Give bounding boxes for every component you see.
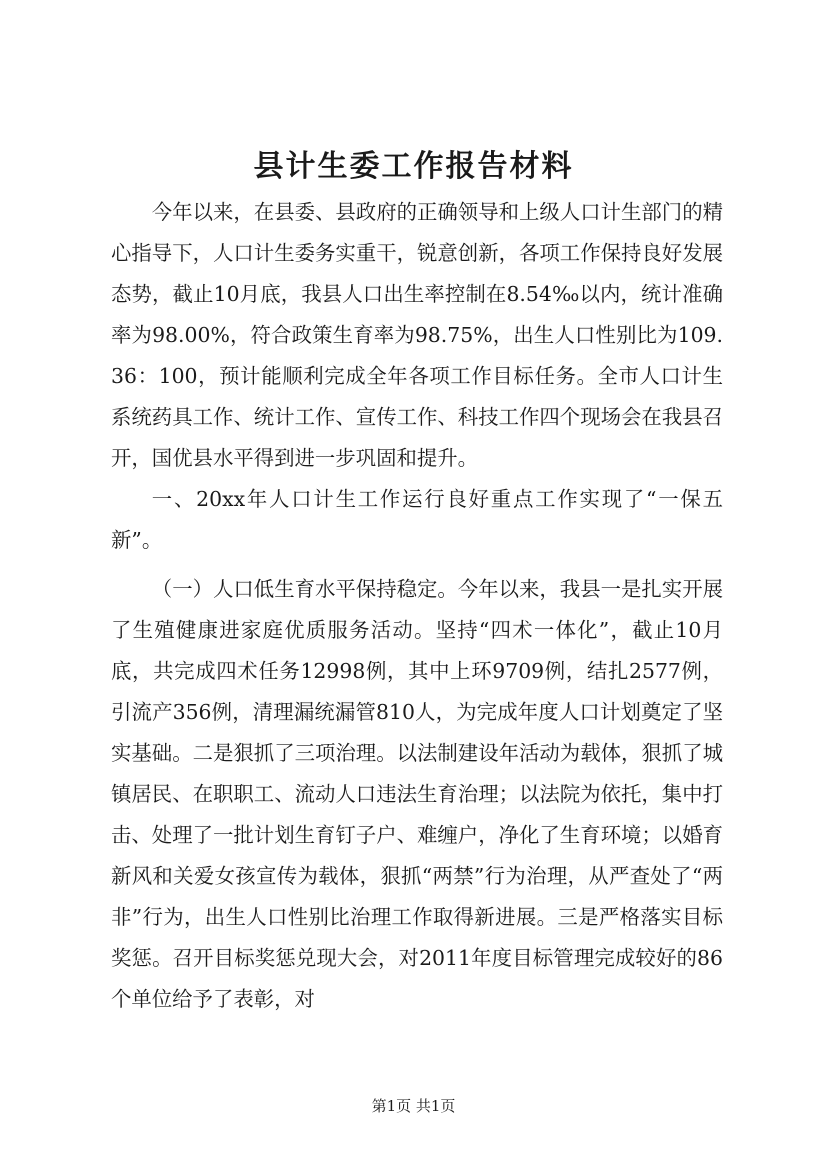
paragraph-subsection-1: （一）人口低生育水平保持稳定。今年以来，我县一是扎实开展了生殖健康进家庭优质服务活动。坚持“四术一体化”，截止10月底，共完成四术任务12998例，其中上环9709例，结扎2577例，引流产356例，清理漏统漏管810人，为完成年度人口计划奠定了坚实基础。二是狠抓了三项治理。以法制建设年活动为载体，狠抓了城镇居民、在职职工、流动人口违法生育治理；以法院为依托，集中打击、处理了一批计划生育钉子户、难缠户，净化了生育环境；以婚育新风和关爱女孩宣传为载体，狠抓“两禁”行为治理，从严查处了“两非”行为，出生人口性别比治理工作取得新进展。三是严格落实目标奖惩。召开目标奖惩兑现大会，对2011年度目标管理完成较好的86个单位给予了表彰，对 [111, 577, 723, 1011]
page-footer: 第1页 共1页 [371, 1097, 456, 1115]
document-title: 县计生委工作报告材料 [253, 149, 574, 184]
document-body [111, 192, 723, 1020]
paragraph-intro: 今年以来，在县委、县政府的正确领导和上级人口计生部门的精心指导下，人口计生委务实重干，锐意创新，各项工作保持良好发展态势，截止10月底，我县人口出生率控制在8.54‰以内，统计准确率为98.00%，符合政策生育率为98.75%，出生人口性别比为109.36：100，预计能顺利完成全年各项工作目标任务。全市人口计生系统药具工作、统计工作、宣传工作、科技工作四个现场会在我县召开，国优县水平得到进一步巩固和提升。 [111, 200, 723, 470]
paragraph-section-heading: 一、20xx年人口计生工作运行良好重点工作实现了“一保五新”。 [111, 487, 723, 552]
